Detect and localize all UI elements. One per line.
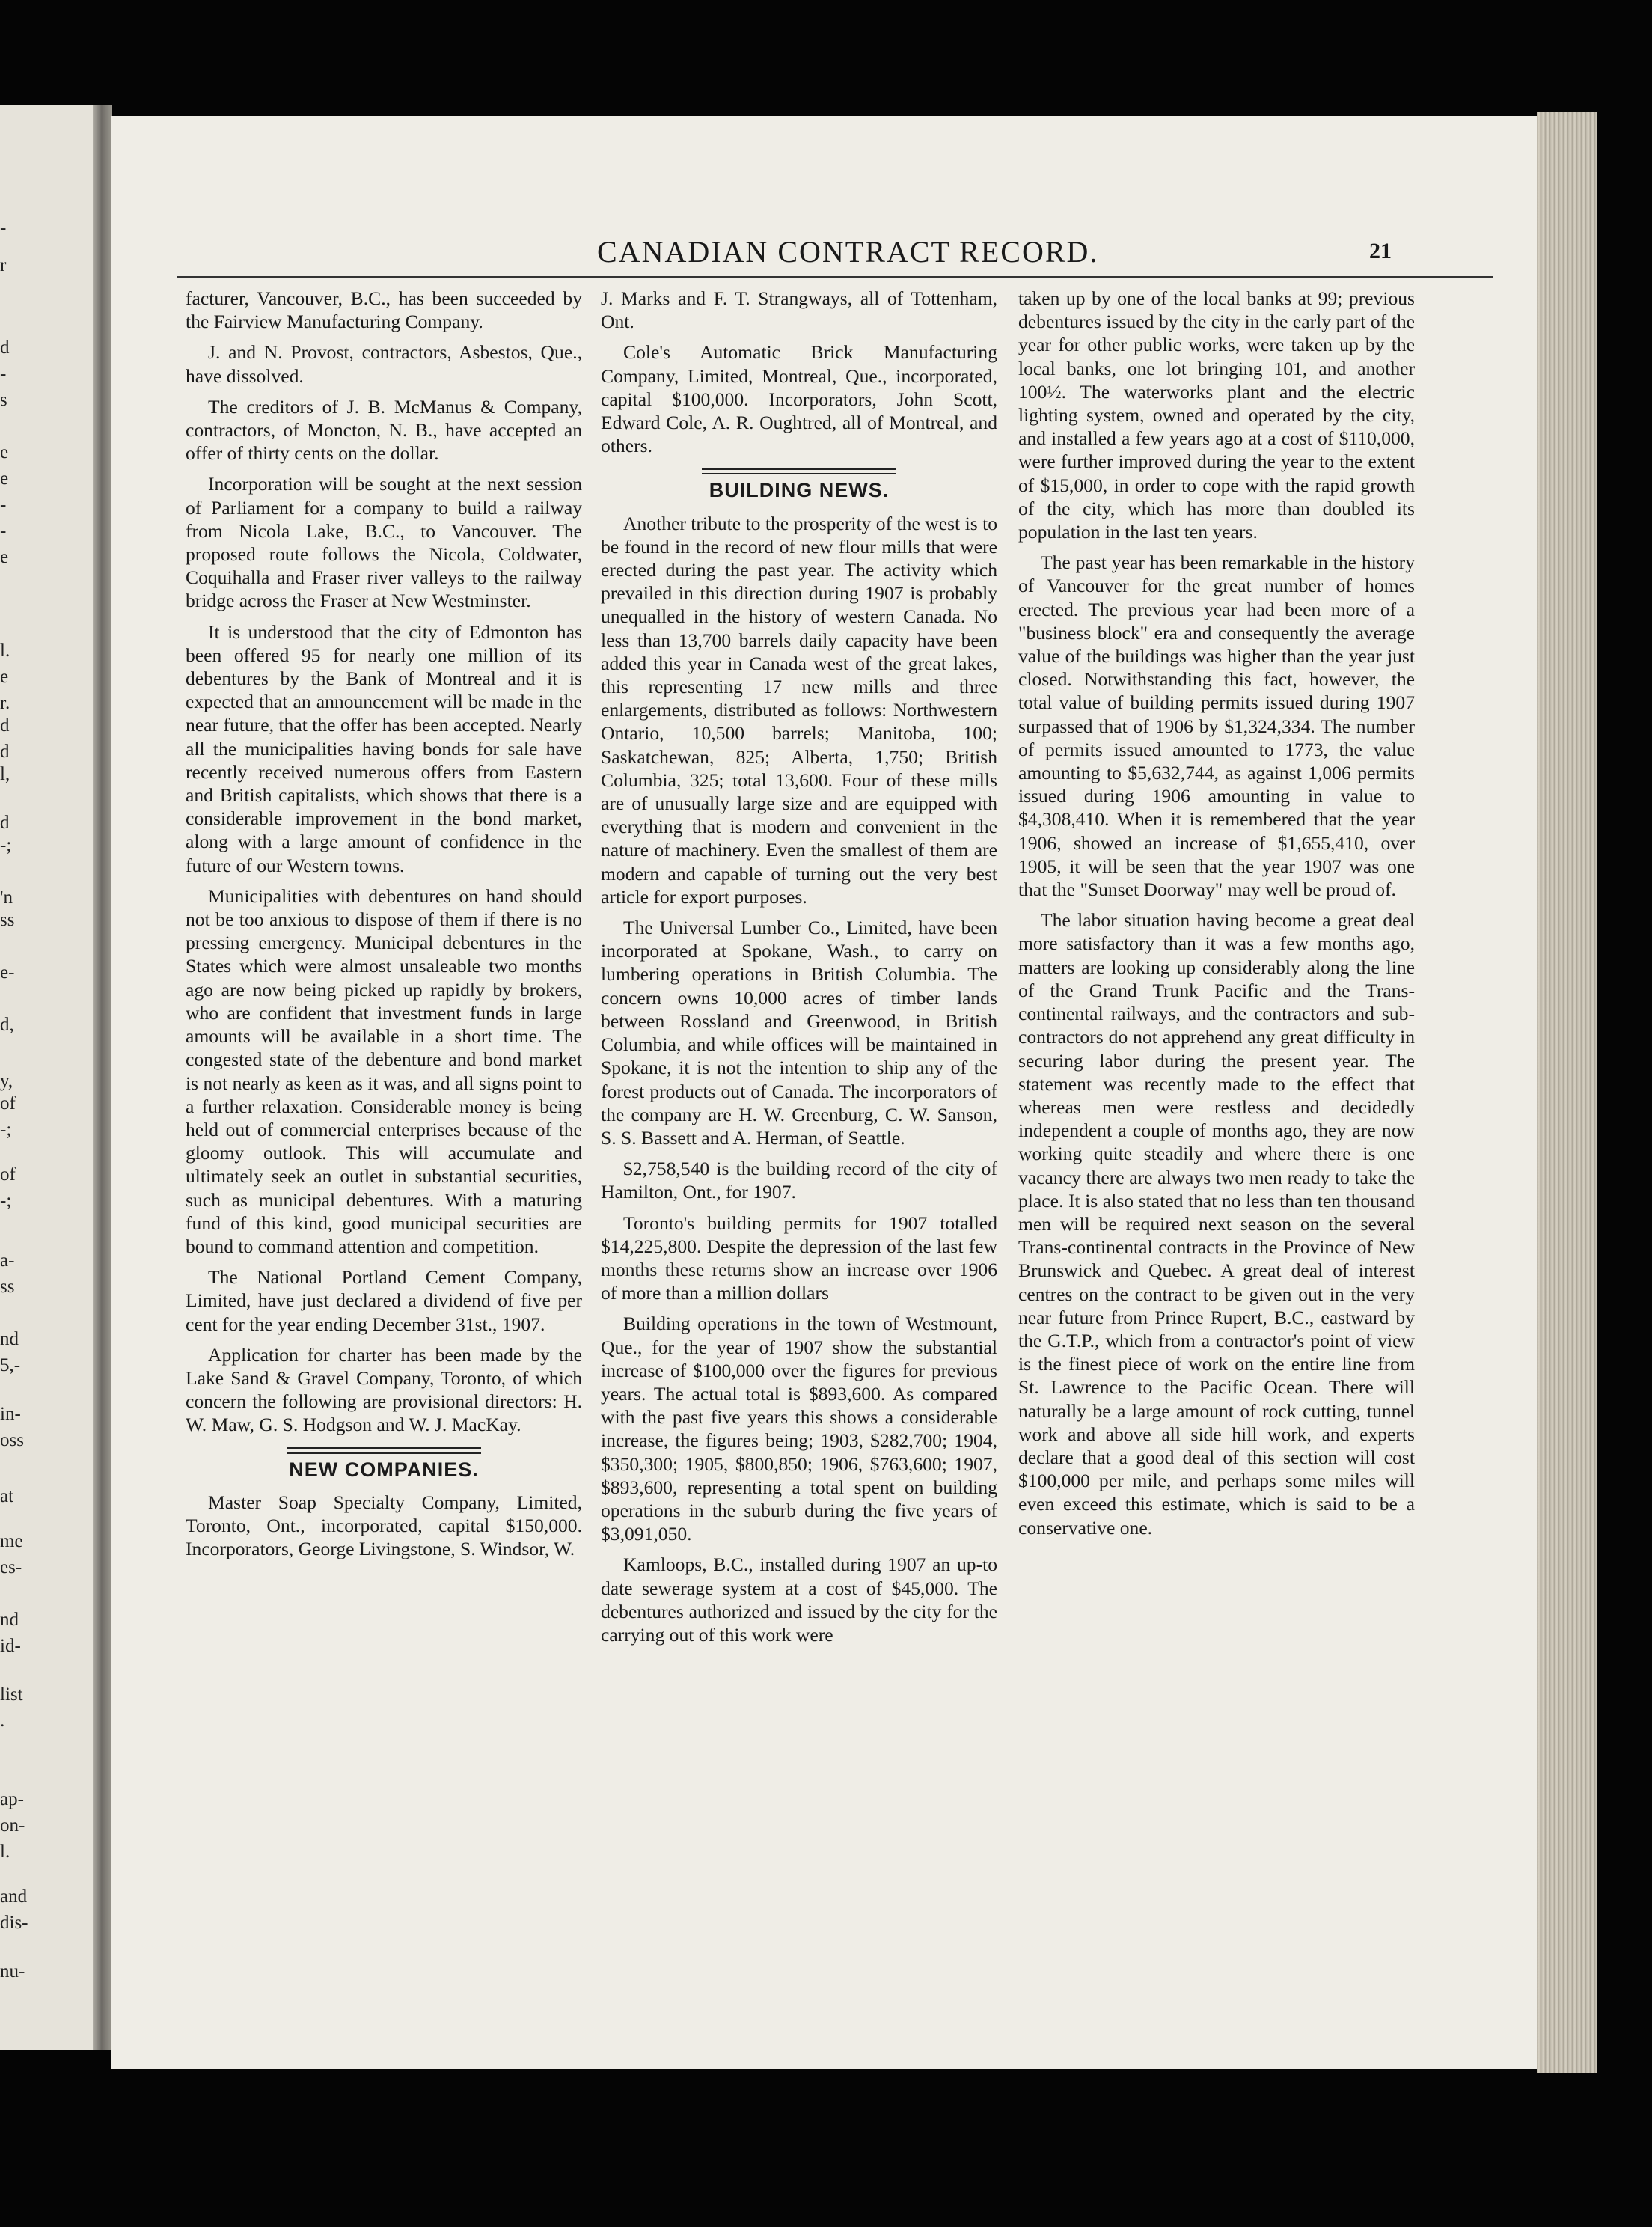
- facing-page-fragment: -: [0, 218, 7, 238]
- facing-page-fragment: -;: [0, 1191, 12, 1211]
- facing-page-fragment: nu-: [0, 1961, 25, 1982]
- facing-page-fragment: d: [0, 742, 10, 762]
- paragraph: facturer, Vancouver, B.C., has been succeeded by the Fairview Manufacturing Company.: [186, 287, 582, 333]
- facing-page-fragment: ss: [0, 1277, 15, 1297]
- facing-page-fragment: of: [0, 1164, 16, 1185]
- paragraph: The past year has been remarkable in the history of Vancouver for the great number of homes erected. The previous year had been more of a "business block" era and consequently the average value of the buildings was higher than the year just closed. Notwithstanding this fact, however, the total value of building permits issued during 1907 surpassed that of 1906 by $1,324,334. The number of permits issued amounted to 1773, the value amounting to $5,632,744, as against 1,006 permits issued during 1906 amounting in value to $4,308,410. When it is remembered that the year 1906, showed an increase of $1,655,410, over 1905, it will be seen that the year 1907 was one that the "Sunset Doorway" may well be proud of.: [1018, 552, 1415, 901]
- facing-page-fragment: l.: [0, 1842, 10, 1862]
- facing-page-fragment: -;: [0, 1119, 12, 1140]
- facing-page-fragment: -;: [0, 835, 12, 855]
- paragraph: It is understood that the city of Edmonton has been offered 95 for nearly one million of its debentures by the Bank of Montreal and it is expected that an announcement will be made in the near future, that the offer has been accepted. Nearly all the municipalities having bonds for sale have recently received numerous offers from Eastern and British capitalists, which shows that there is a considerable improvement in the bond market, along with a large amount of confidence in the future of our Western towns.: [186, 620, 582, 876]
- facing-page-fragment: s: [0, 390, 7, 410]
- facing-page-fragment: y,: [0, 1071, 13, 1091]
- facing-page-fragment: d: [0, 337, 10, 358]
- facing-page-fragment: me: [0, 1531, 23, 1551]
- section-divider: [287, 1447, 481, 1454]
- paragraph: The labor situation having become a great deal more satisfactory than it was a few months ago, matters are looking up considerably along the line of the Grand Trunk Pacific and the Trans-continental railways, and the contractors and sub-contractors do not apprehend any great difficulty in securing labor during the present year. The statement was recently made to the effect that whereas men were restless and decidedly independent a couple of months ago, they are now working quite steadily and where there is one vacancy there are always two men ready to take the place. It is also stated that no less than ten thousand men will be required next season on the several Trans-continental contracts in the Province of New Brunswick and Quebec. A great deal of interest centres on the contract to be given out in the very near future from Prince Rupert, B.C., eastward by the G.T.P., which from a contractor's point of view is the finest piece of work on the entire line from St. Lawrence to the Pacific Ocean. There will naturally be a large amount of rock cutting, tunnel work and above all side hill work, and experts declare that a good deal of this section will cost $100,000 per mile, and perhaps some miles will even exceed this estimate, which is said to be a conservative one.: [1018, 909, 1415, 1539]
- paragraph: Incorporation will be sought at the next session of Parliament for a company to build a railway from Nicola Lake, B.C., to Vancouver. The proposed route follows the Nicola, Coldwater, Coquihalla and Fraser river valleys to the railway bridge across the Fraser at New Westminster.: [186, 473, 582, 612]
- facing-page-fragment: es-: [0, 1557, 22, 1577]
- facing-page-fragment: r.: [0, 693, 10, 713]
- paragraph: Another tribute to the prosperity of the west is to be found in the record of new flour mills that were erected during the past year. The activity which prevailed in this direction during 1907 is probably unequalled in the history of western Canada. No less than 13,700 barrels daily capacity have been added this year in Canada west of the great lakes, this representing 17 new mills and three enlargements, distributed as follows: Northwestern Ontario, 10,500 barrels; Manitoba, 100; Saskatchewan, 825; Alberta, 1,750; British Columbia, 325; total 13,600. Four of these mills are of unusually large size and are equipped with everything that is modern and convenient in the nature of machinery. Even the smallest of them are modern and capable of turning out the very best article for export purposes.: [601, 512, 997, 908]
- paragraph: J. Marks and F. T. Strangways, all of Tottenham, Ont.: [601, 287, 997, 333]
- header-rule: [177, 276, 1493, 278]
- facing-page-edge: [0, 105, 99, 2050]
- facing-page-fragment: nd: [0, 1610, 19, 1630]
- facing-page-fragment: 'n: [0, 888, 13, 908]
- facing-page-fragment: and: [0, 1887, 28, 1907]
- facing-page-fragment: l,: [0, 764, 10, 784]
- paragraph: The Universal Lumber Co., Limited, have been incorporated at Spokane, Wash., to carry on lumbering operations in British Columbia. The concern owns 10,000 acres of timber lands between Rossland and Greenwood, in British Columbia, and while offices will be maintained in Spokane, it is not the intention to ship any of the forest products out of Canada. The incorporators of the company are H. W. Greenburg, C. W. Sanson, S. S. Bassett and A. Herman, of Seattle.: [601, 917, 997, 1149]
- paragraph: Cole's Automatic Brick Manufacturing Company, Limited, Montreal, Que., incorporated, capital $100,000. Incorporators, John Scott, Edward Cole, A. R. Oughtred, all of Montreal, and others.: [601, 341, 997, 457]
- facing-page-fragment: ss: [0, 910, 15, 930]
- facing-page-fragment: e: [0, 547, 9, 567]
- document-page: [111, 116, 1537, 2069]
- column-2: [601, 287, 997, 1654]
- paragraph: Application for charter has been made by the Lake Sand & Gravel Company, Toronto, of which concern the following are provisional directors: H. W. Maw, G. S. Hodgson and W. J. MacKay.: [186, 1343, 582, 1436]
- facing-page-fragment: -: [0, 521, 7, 541]
- paragraph: J. and N. Provost, contractors, Asbestos, Que., have dissolved.: [186, 341, 582, 387]
- facing-page-fragment: d: [0, 813, 10, 833]
- paragraph: taken up by one of the local banks at 99; previous debentures issued by the city in the early part of the year for other public works, were taken up by the local banks, one lot bringing 101, and another 100½. The waterworks plant and the electric lighting system, owned and operated by the city, and installed a few years ago at a cost of $110,000, were further improved during the year to the extent of $15,000, in order to cope with the rapid growth of the city, which has more than doubled its population in the last ten years.: [1018, 287, 1415, 543]
- facing-page-fragment: 5,-: [0, 1355, 21, 1375]
- book-gutter: [93, 105, 112, 2050]
- running-title: CANADIAN CONTRACT RECORD.: [597, 235, 1099, 269]
- facing-page-fragment: l.: [0, 641, 10, 661]
- paragraph: Master Soap Specialty Company, Limited, Toronto, Ont., incorporated, capital $150,000. Incorporators, George Livingstone, S. Windsor, W.: [186, 1491, 582, 1560]
- page-stack-edge: [1537, 112, 1597, 2073]
- paragraph: Kamloops, B.C., installed during 1907 an up-to date sewerage system at a cost of $45,000. The debentures authorized and issued by the city for the carrying out of this work were: [601, 1554, 997, 1646]
- column-3: [1018, 287, 1415, 1547]
- facing-page-fragment: nd: [0, 1329, 19, 1349]
- facing-page-fragment: on-: [0, 1815, 25, 1836]
- facing-page-fragment: .: [0, 1711, 5, 1731]
- facing-page-fragment: -: [0, 495, 7, 515]
- paragraph: Toronto's building permits for 1907 totalled $14,225,800. Despite the depression of the last few months these returns show an increase over 1906 of more than a million dollars: [601, 1212, 997, 1304]
- facing-page-fragment: -: [0, 364, 7, 384]
- facing-page-fragment: in-: [0, 1404, 21, 1424]
- facing-page-fragment: e: [0, 468, 9, 489]
- facing-page-fragment: e: [0, 442, 9, 462]
- facing-page-fragment: dis-: [0, 1913, 28, 1933]
- facing-page-fragment: list: [0, 1684, 23, 1705]
- paragraph: $2,758,540 is the building record of the city of Hamilton, Ont., for 1907.: [601, 1158, 997, 1203]
- facing-page-fragment: a-: [0, 1250, 15, 1271]
- facing-page-fragment: id-: [0, 1636, 21, 1656]
- facing-page-fragment: e: [0, 667, 9, 687]
- facing-page-fragment: d: [0, 715, 10, 736]
- facing-page-fragment: d,: [0, 1015, 14, 1035]
- paragraph: Building operations in the town of Westmount, Que., for the year of 1907 show the substantial increase of $100,000 over the figures for previous years. The actual total is $893,600. As compared with the past five years this shows a considerable increase, the figures being; 1903, $282,700; 1904, $350,300; 1905, $800,850; 1906, $763,600; 1907, $893,600, representing a total spent on building operations in the suburb during the five years of $3,091,050.: [601, 1313, 997, 1545]
- section-heading-building-news: BUILDING NEWS.: [709, 479, 890, 502]
- facing-page-fragment: r: [0, 255, 7, 275]
- paragraph: The creditors of J. B. McManus & Company, contractors, of Moncton, N. B., have accepted an offer of thirty cents on the dollar.: [186, 395, 582, 465]
- facing-page-fragment: ap-: [0, 1789, 24, 1809]
- page-header: [111, 234, 1537, 279]
- column-1: [186, 287, 582, 1568]
- facing-page-fragment: of: [0, 1093, 16, 1114]
- facing-page-fragment: e-: [0, 962, 15, 983]
- facing-page-fragment: at: [0, 1486, 14, 1506]
- section-heading-new-companies: NEW COMPANIES.: [289, 1458, 479, 1481]
- paragraph: The National Portland Cement Company, Limited, have just declared a dividend of five per cent for the year ending December 31st., 1907.: [186, 1266, 582, 1335]
- facing-page-fragment: oss: [0, 1430, 24, 1450]
- section-divider: [702, 468, 896, 474]
- page-number: 21: [1369, 239, 1392, 263]
- paragraph: Municipalities with debentures on hand should not be too anxious to dispose of them if there is no pressing emergency. Municipal debentures in the States which were almost unsaleable two months ago are now being picked up rapidly by brokers, who are confident that investment funds in large amounts will be available in a short time. The congested state of the debenture and bond market is not nearly as keen as it was, and all signs point to a further relaxation. Considerable money is being held out of commercial enterprises because of the gloomy outlook. This will accumulate and ultimately seek an outlet in substantial securities, such as municipal debentures. With a maturing fund of this kind, good municipal securities are bound to command attention and competition.: [186, 885, 582, 1257]
